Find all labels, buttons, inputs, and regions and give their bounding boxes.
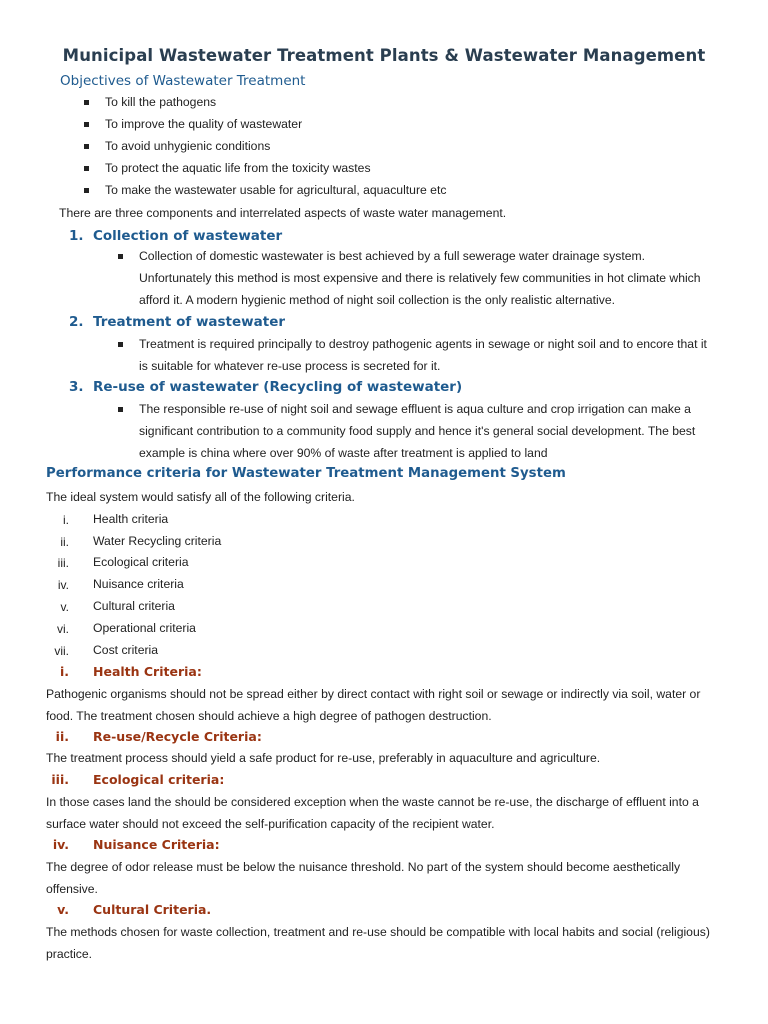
list-item: To avoid unhygienic conditions (105, 139, 271, 153)
detail-text: Pathogenic organisms should not be spread either by direct contact with right soil or sewage or indirectly via soil, water or food. The treatment chosen should achieve a high degree of pathogen destruction. (46, 687, 701, 723)
detail-text: The degree of odor release must be below the nuisance threshold. No part of the system should become aesthetically offensive. (46, 860, 681, 896)
detail-heading: Ecological criteria: (93, 772, 225, 787)
detail-heading: Health Criteria: (93, 664, 202, 679)
list-item: Ecological criteria (93, 555, 189, 569)
detail-heading: Cultural Criteria. (93, 902, 212, 917)
detail-number: iii. (51, 772, 69, 787)
list-item: Water Recycling criteria (93, 534, 222, 548)
bullet-icon (84, 188, 89, 193)
objectives-heading: Objectives of Wastewater Treatment (60, 73, 306, 89)
list-number: v. (60, 600, 69, 614)
list-number: iv. (57, 578, 69, 592)
list-number: iii. (57, 556, 69, 570)
detail-number: ii. (55, 729, 69, 744)
detail-text: The methods chosen for waste collection, treatment and re-use should be compatible with local habits and social (religious) practice. (46, 925, 710, 961)
detail-heading: Nuisance Criteria: (93, 837, 220, 852)
list-number: i. (63, 513, 69, 527)
list-item: To protect the aquatic life from the toxicity wastes (105, 161, 371, 175)
component-text: The responsible re-use of night soil and sewage effluent is aqua culture and crop irrigation can make a significant contribution to a community food supply and hence it's general social development. The best example is china where over 90% of waste after treatment is applied to land (139, 402, 696, 460)
list-number: vi. (57, 622, 69, 636)
detail-text: The treatment process should yield a safe product for re-use, preferably in aquaculture and agriculture. (46, 751, 601, 765)
list-number: ii. (60, 535, 69, 549)
component-heading: Collection of wastewater (93, 228, 283, 244)
list-item: Nuisance criteria (93, 577, 184, 591)
component-number: 1. (69, 228, 84, 244)
component-heading: Treatment of wastewater (93, 314, 286, 330)
document-title: Municipal Wastewater Treatment Plants & Wastewater Management (62, 46, 706, 65)
performance-intro: The ideal system would satisfy all of the following criteria. (46, 490, 355, 504)
bullet-icon (84, 100, 89, 105)
list-item: Health criteria (93, 512, 169, 526)
bullet-icon (118, 342, 123, 347)
intro-paragraph: There are three components and interrelated aspects of waste water management. (59, 206, 507, 220)
component-number: 3. (69, 379, 84, 395)
list-item: To kill the pathogens (105, 95, 217, 109)
component-text: Treatment is required principally to destroy pathogenic agents in sewage or night soil and to encore that it is suitable for whatever re-use process is secreted for it. (139, 337, 707, 373)
detail-text: In those cases land the should be considered exception when the waste cannot be re-use, the discharge of effluent into a surface water should not exceed the self-purification capacity of the recipient water. (46, 795, 699, 831)
list-item: Operational criteria (93, 621, 196, 635)
performance-heading: Performance criteria for Wastewater Treatment Management System (46, 466, 566, 481)
bullet-icon (84, 144, 89, 149)
list-item: To make the wastewater usable for agricultural, aquaculture etc (105, 183, 447, 197)
bullet-icon (118, 254, 123, 259)
list-number: vii. (54, 644, 69, 658)
bullet-icon (84, 122, 89, 127)
component-heading: Re-use of wastewater (Recycling of wastewater) (93, 379, 463, 395)
list-item: Cost criteria (93, 643, 159, 657)
list-item: Cultural criteria (93, 599, 175, 613)
detail-number: i. (59, 664, 69, 679)
detail-heading: Re-use/Recycle Criteria: (93, 729, 262, 744)
list-item: To improve the quality of wastewater (105, 117, 303, 131)
component-text: Collection of domestic wastewater is best achieved by a full sewerage water drainage system. Unfortunately this method is most expensive and there is relatively few communities in hot climate which afford it. A modern hygienic method of night soil collection is the only realistic alternative. (139, 249, 701, 307)
detail-number: iv. (52, 837, 69, 852)
detail-number: v. (57, 902, 69, 917)
bullet-icon (84, 166, 89, 171)
component-number: 2. (69, 314, 84, 330)
bullet-icon (118, 407, 123, 412)
